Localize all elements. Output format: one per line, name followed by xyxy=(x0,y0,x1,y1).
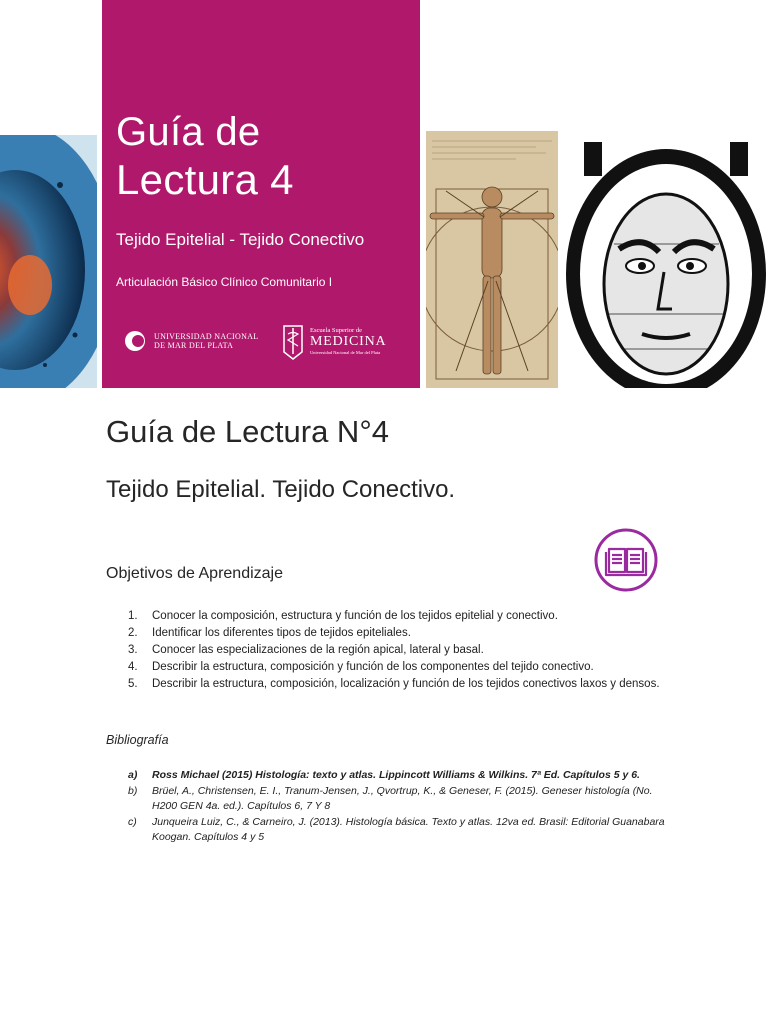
objective-item xyxy=(128,676,668,693)
objective-text: Describir la estructura, composición, localización y función de los tejidos conectivos laxos y densos. xyxy=(152,678,660,690)
objectives-heading: Objetivos de Aprendizaje xyxy=(106,565,283,582)
caduceus-icon xyxy=(282,322,304,360)
objective-number: 4. xyxy=(128,661,138,673)
objective-item xyxy=(128,625,668,642)
bibliography-text: Junqueira Luiz, C., & Carneiro, J. (2013). Histología básica. Texto y atlas. 12va ed. Brasil: Editorial Guanabara Koogan. Capítulos 4 y 5 xyxy=(152,816,665,843)
vitruvian-man-image xyxy=(426,131,558,388)
unmdp-logo-line2: DE MAR DEL PLATA xyxy=(154,341,234,350)
cover-title-line2: Lectura 4 xyxy=(116,156,294,203)
bibliography-heading: Bibliografía xyxy=(106,733,169,747)
objective-number: 3. xyxy=(128,644,138,656)
cover-title-block xyxy=(102,0,420,388)
objective-item xyxy=(128,608,668,625)
bibliography-letter: b) xyxy=(128,785,138,797)
medicina-logo-big: MEDICINA xyxy=(310,334,387,349)
bibliography-letter: c) xyxy=(128,816,137,828)
objective-text: Identificar los diferentes tipos de tejidos epiteliales. xyxy=(152,627,411,639)
objective-number: 1. xyxy=(128,610,138,622)
bibliography-text: Brüel, A., Christensen, E. I., Tranum-Jensen, J., Qvortrup, K., & Geneser, F. (2015). Geneser histología (No. H200 GEN 4a. ed.). Capítulos 6, 7 Y 8 xyxy=(152,785,653,812)
unmdp-logo xyxy=(124,330,258,352)
objective-number: 2. xyxy=(128,627,138,639)
bibliography-item xyxy=(128,768,668,783)
objective-item xyxy=(128,642,668,659)
unmdp-emblem-icon xyxy=(124,330,146,352)
objective-text: Conocer las especializaciones de la región apical, lateral y basal. xyxy=(152,644,484,656)
cover-banner xyxy=(0,0,768,390)
unmdp-logo-line1: UNIVERSIDAD NACIONAL xyxy=(154,332,259,341)
page-subtitle: Tejido Epitelial. Tejido Conectivo. xyxy=(106,476,456,503)
bibliography-text: Ross Michael (2015) Histología: texto y atlas. Lippincott Williams & Wilkins. 7ª Ed. Capítulos 5 y 6. xyxy=(152,769,640,781)
medicina-logo-tiny: Universidad Nacional de Mar del Plata xyxy=(310,350,381,355)
objective-text: Conocer la composición, estructura y función de los tejidos epitelial y conectivo. xyxy=(152,610,558,622)
objective-text: Describir la estructura, composición y función de los componentes del tejido conectivo. xyxy=(152,661,594,673)
book-icon xyxy=(594,528,658,592)
medicina-logo-small: Escuela Superior de xyxy=(310,327,362,334)
bibliography-item xyxy=(128,815,668,845)
cover-title xyxy=(116,108,294,204)
page-title: Guía de Lectura N°4 xyxy=(106,414,389,449)
cover-title-line1: Guía de xyxy=(116,110,261,154)
bibliography-item xyxy=(128,784,668,814)
bibliography-letter: a) xyxy=(128,769,138,781)
astronaut-comic-image xyxy=(564,134,768,388)
cover-course: Articulación Básico Clínico Comunitario I xyxy=(116,275,333,289)
objective-item xyxy=(128,659,668,676)
medicina-logo xyxy=(282,322,386,360)
objective-number: 5. xyxy=(128,678,138,690)
cell-microscopy-image xyxy=(0,135,97,388)
cover-subtitle: Tejido Epitelial - Tejido Conectivo xyxy=(116,230,365,249)
bibliography-list xyxy=(128,768,668,846)
objectives-list xyxy=(128,608,668,693)
